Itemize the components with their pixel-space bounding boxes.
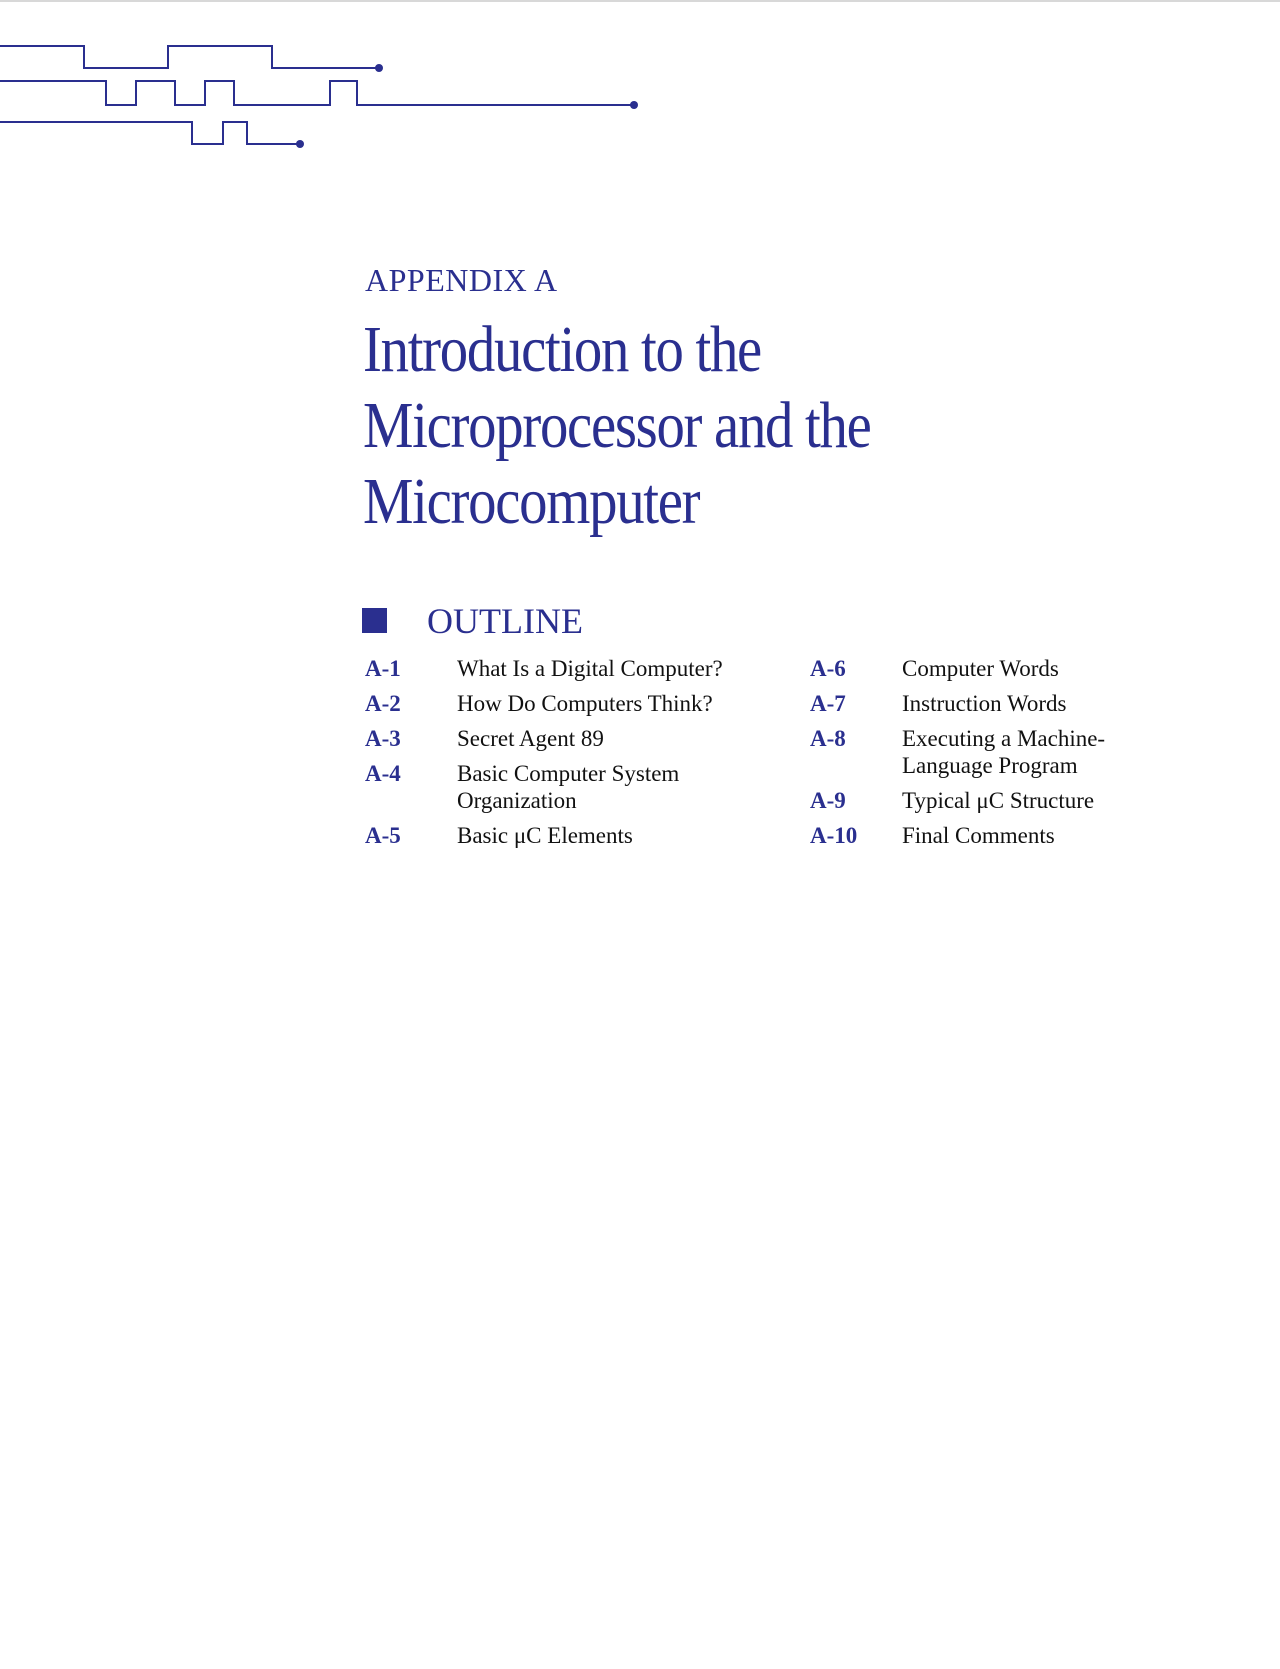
outline-item bbox=[365, 822, 757, 849]
outline-item-title: Typical μC Structure bbox=[902, 788, 1095, 813]
outline-item bbox=[810, 787, 1202, 814]
outline-item-title: Final Comments bbox=[902, 823, 1055, 848]
outline-item bbox=[810, 725, 1202, 779]
chapter-title-line-1: Introduction to the bbox=[363, 313, 761, 386]
outline-item-title: Basic Computer System Organization bbox=[457, 761, 680, 813]
outline-item bbox=[365, 725, 757, 752]
chapter-title-line-3: Microcomputer bbox=[363, 465, 700, 538]
outline-item-number: A-2 bbox=[365, 691, 401, 716]
outline-item-number: A-8 bbox=[810, 726, 846, 751]
outline-item-title: Instruction Words bbox=[902, 691, 1067, 716]
outline-item-title: Basic μC Elements bbox=[457, 823, 633, 848]
waveform-end-dot-1 bbox=[375, 64, 383, 72]
outline-item-title: Secret Agent 89 bbox=[457, 726, 604, 751]
waveform-line-1 bbox=[0, 46, 378, 68]
outline-item bbox=[810, 655, 1202, 682]
outline-item-number: A-7 bbox=[810, 691, 846, 716]
waveform-line-3 bbox=[0, 122, 299, 144]
outline-item bbox=[365, 760, 757, 814]
outline-item-number: A-4 bbox=[365, 761, 401, 786]
digital-waveform-icon bbox=[0, 0, 660, 160]
outline-item-number: A-9 bbox=[810, 788, 846, 813]
outline-item bbox=[365, 690, 757, 717]
square-bullet-icon bbox=[362, 608, 387, 633]
outline-item bbox=[810, 822, 1202, 849]
outline-item-title: Executing a Machine- Language Program bbox=[902, 726, 1106, 778]
waveform-line-2 bbox=[0, 81, 633, 105]
outline-item bbox=[810, 690, 1202, 717]
waveform-end-dot-2 bbox=[630, 101, 638, 109]
outline-right-column bbox=[810, 655, 1202, 857]
outline-item-title: What Is a Digital Computer? bbox=[457, 656, 723, 681]
outline-item-number: A-10 bbox=[810, 823, 858, 848]
chapter-title bbox=[363, 312, 1051, 540]
outline-item-number: A-6 bbox=[810, 656, 846, 681]
appendix-label: APPENDIX A bbox=[365, 262, 558, 298]
outline-item-number: A-1 bbox=[365, 656, 401, 681]
outline-item-number: A-5 bbox=[365, 823, 401, 848]
outline-item-title: How Do Computers Think? bbox=[457, 691, 713, 716]
outline-item bbox=[365, 655, 757, 682]
outline-item-title: Computer Words bbox=[902, 656, 1059, 681]
outline-heading: OUTLINE bbox=[427, 601, 583, 641]
waveform-end-dot-3 bbox=[296, 140, 304, 148]
outline-item-number: A-3 bbox=[365, 726, 401, 751]
chapter-title-line-2: Microprocessor and the bbox=[363, 389, 871, 462]
outline-left-column bbox=[365, 655, 757, 857]
